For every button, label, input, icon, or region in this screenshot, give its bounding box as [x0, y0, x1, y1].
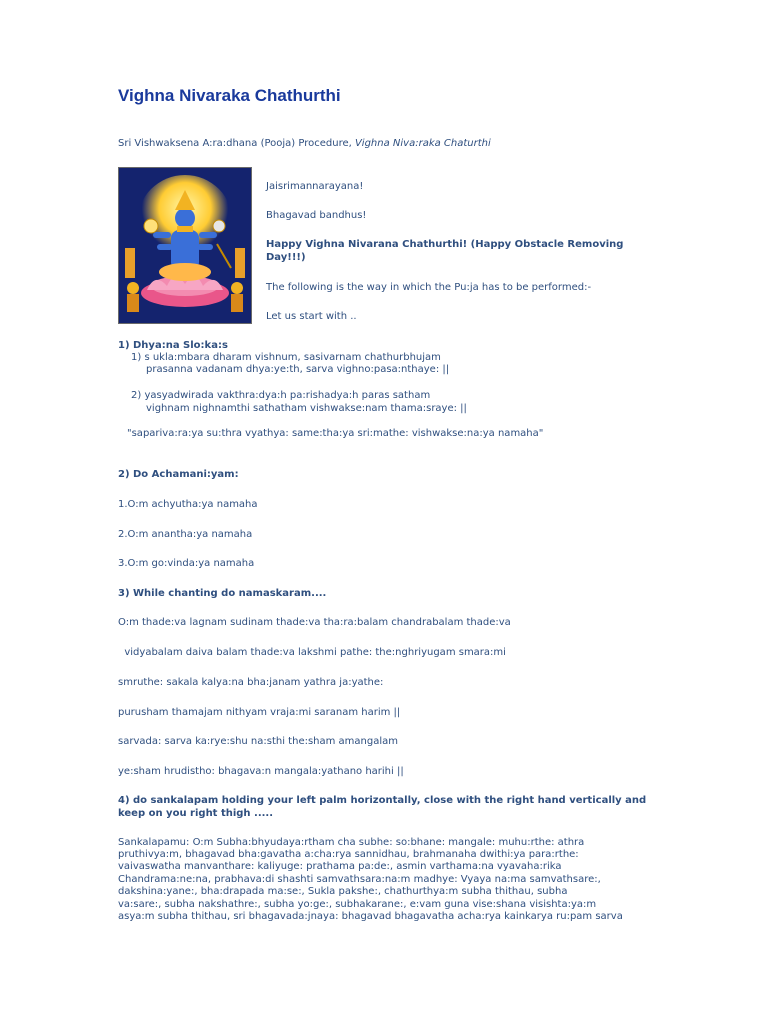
subtitle [118, 137, 491, 150]
namaskaram-line: purusham thamajam nithyam vraja:mi saranam harim || [118, 707, 401, 718]
sloka2-line1: 2) yasyadwirada vakthra:dya:h pa:rishadya:h paras satham [131, 390, 431, 401]
sloka1-line1: 1) s ukla:mbara dharam vishnum, sasivarnam chathurbhujam [131, 352, 441, 363]
greeting-2: Bhagavad bandhus! [266, 210, 367, 221]
section2-heading: 2) Do Achamani:yam: [118, 469, 239, 480]
sloka1-line2: prasanna vadanam dhya:ye:th, sarva vighno:pasa:nthaye: || [146, 364, 450, 375]
page-title: Vighna Nivaraka Chathurthi [118, 86, 341, 105]
sankalpam-line: va:sare:, subha nakshathre:, subha yo:ge:, subhakarane:, e:vam guna vise:shana visishta:ya:m [118, 899, 597, 910]
section3-heading: 3) While chanting do namaskaram.... [118, 588, 327, 599]
achamaniyam-item: 1.O:m achyutha:ya namaha [118, 499, 258, 510]
sankalpam-line: vaivaswatha manvanthare: kaliyuge: prathama pa:de:, asmin varthama:na vyavaha:rika [118, 861, 562, 872]
namaskaram-line: ye:sham hrudistho: bhagava:n mangala:yathano harihi || [118, 766, 404, 777]
achamaniyam-item: 2.O:m anantha:ya namaha [118, 529, 253, 540]
sloka-quote: "sapariva:ra:ya su:thra vyathya: same:tha:ya sri:mathe: vishwakse:na:ya namaha" [127, 428, 544, 439]
namaskaram-line: sarvada: sarva ka:rye:shu na:sthi the:sham amangalam [118, 736, 399, 747]
sloka2-line2: vighnam nighnamthi sathatham vishwakse:nam thama:sraye: || [146, 403, 467, 414]
greeting-1: Jaisrimannarayana! [266, 181, 364, 192]
sankalpam-line: asya:m subha thithau, sri bhagavada:jnaya: bhagavad bhagavatha acha:rya kainkarya ru:pam sarva [118, 911, 623, 922]
section4-heading-line1: 4) do sankalapam holding your left palm horizontally, close with the right hand vertically and [118, 795, 647, 806]
achamaniyam-item: 3.O:m go:vinda:ya namaha [118, 558, 255, 569]
vishwaksena-deity-image [118, 167, 252, 324]
following-text: The following is the way in which the Pu:ja has to be performed:- [266, 282, 592, 293]
namaskaram-line: vidyabalam daiva balam thade:va lakshmi pathe: the:nghriyugam smara:mi [118, 647, 506, 658]
happy-line-2: Day!!!) [266, 252, 306, 263]
subtitle-prefix: Sri Vishwaksena A:ra:dhana (Pooja) Procedure, [118, 138, 355, 149]
namaskaram-line: smruthe: sakala kalya:na bha:janam yathra ja:yathe: [118, 677, 384, 688]
section4-heading-line2: keep on you right thigh ..... [118, 808, 274, 819]
subtitle-italic: Vighna Niva:raka Chaturthi [354, 138, 491, 149]
sankalpam-line: dakshina:yane:, bha:drapada ma:se:, Sukla pakshe:, chathurthya:m subha thithau, subha [118, 886, 568, 897]
happy-line-1: Happy Vighna Nivarana Chathurthi! (Happy Obstacle Removing [266, 239, 624, 250]
section1-heading: 1) Dhya:na Slo:ka:s [118, 340, 228, 351]
sankalpam-line: pruthivya:m, bhagavad bha:gavatha a:cha:rya sannidhau, brahmanaha dwithi:ya para:rthe: [118, 849, 579, 860]
start-text: Let us start with .. [266, 311, 357, 322]
sankalpam-line: Sankalapamu: O:m Subha:bhyudaya:rtham cha subhe: so:bhane: mangale: muhu:rthe: athra [118, 837, 585, 848]
sankalpam-line: Chandrama:ne:na, prabhava:di shashti samvathsara:na:m madhye: Vyaya na:ma samvathsare:, [118, 874, 601, 885]
namaskaram-line: O:m thade:va lagnam sudinam thade:va tha:ra:balam chandrabalam thade:va [118, 617, 511, 628]
